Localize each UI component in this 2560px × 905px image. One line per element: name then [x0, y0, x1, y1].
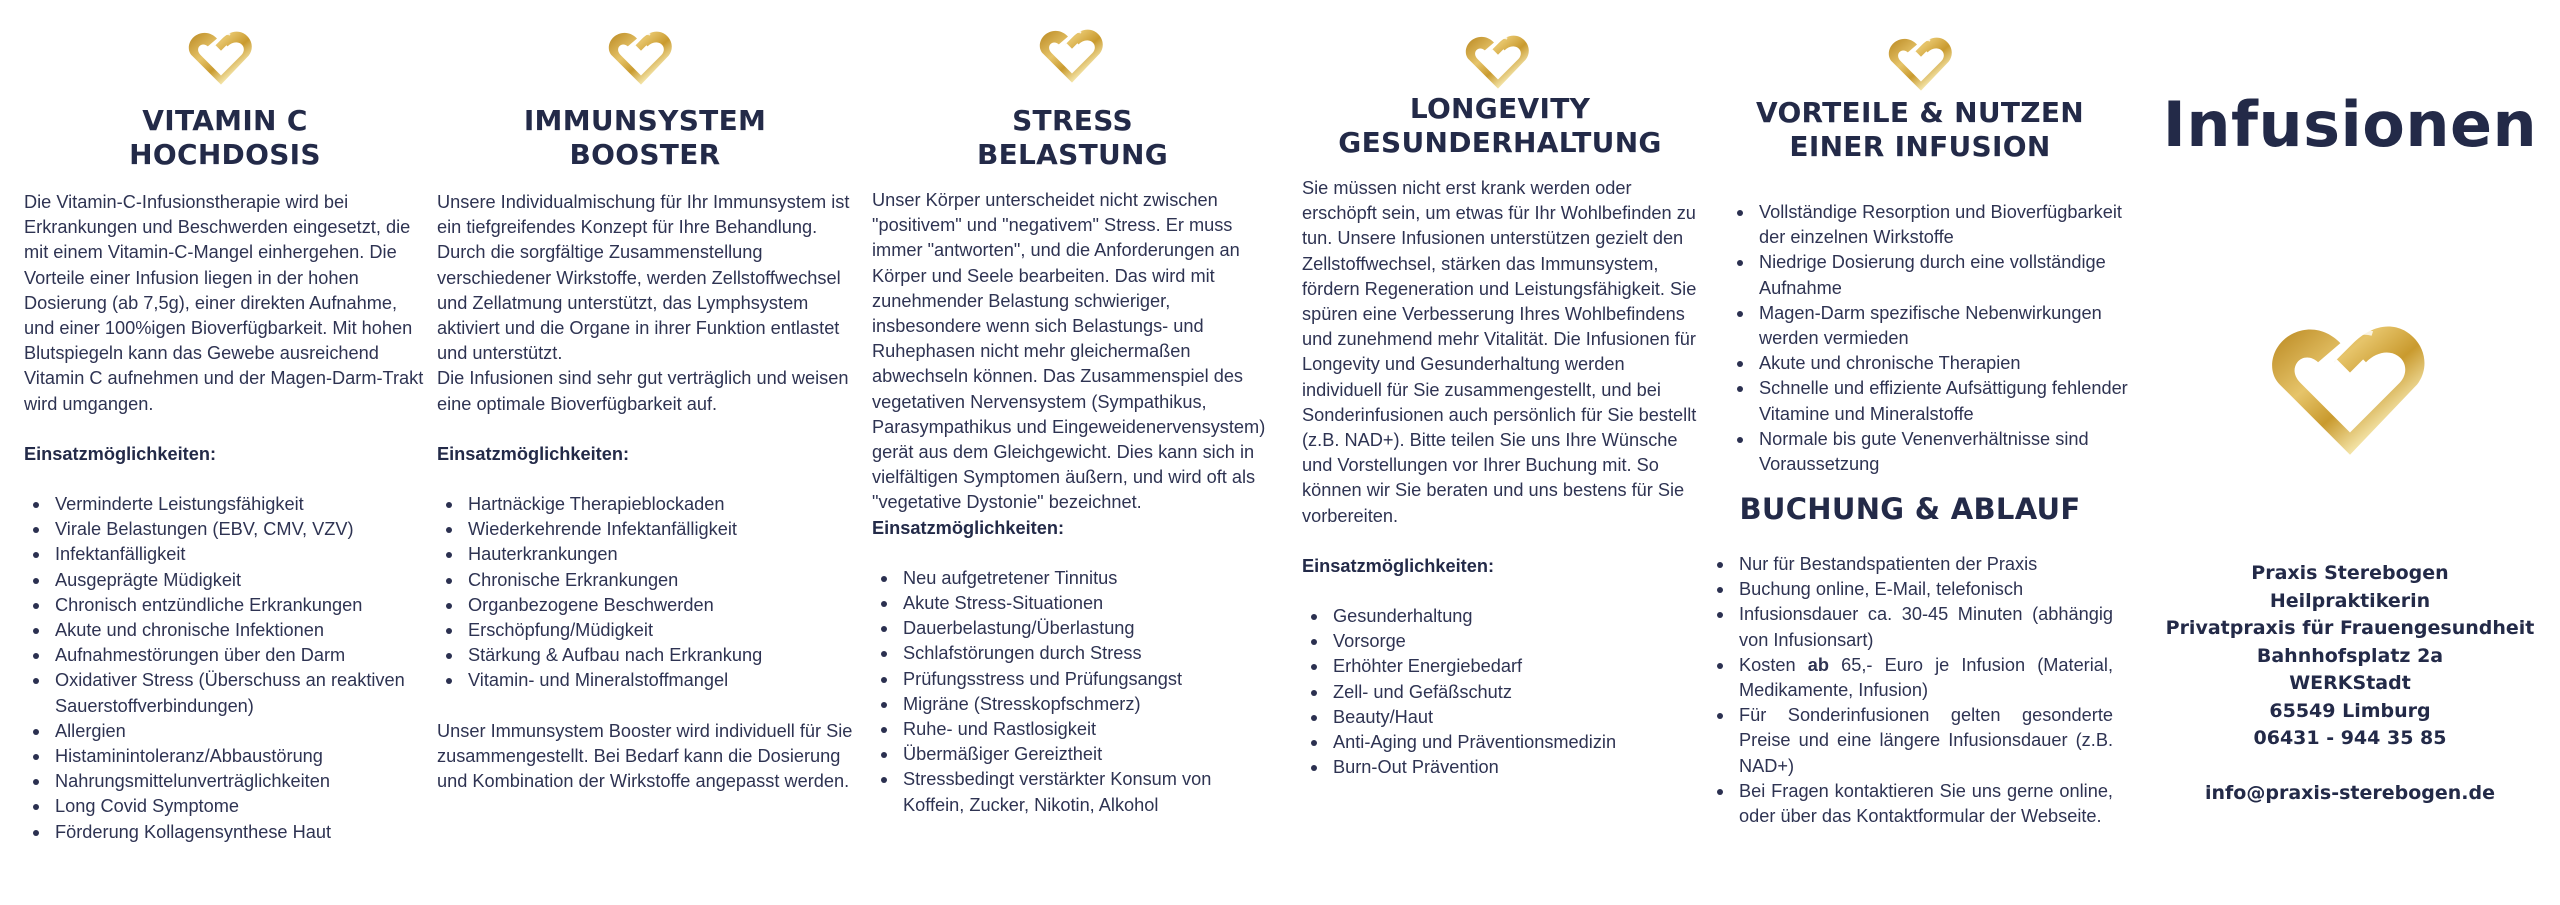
- address-street: Bahnhofsplatz 2a: [2256, 644, 2444, 667]
- phone-number[interactable]: 06431 - 944 35 85: [2253, 727, 2447, 749]
- section-title: [870, 104, 1275, 172]
- list-item: Prüfungsstress und Prüfungsangst: [872, 667, 1277, 692]
- list-item: Akute und chronische Therapien: [1728, 351, 2128, 376]
- list-item: Histaminintoleranz/Abbaustörung: [24, 744, 424, 769]
- title-line: HOCHDOSIS: [129, 138, 321, 171]
- section-title: [1300, 92, 1700, 160]
- list-item: Für Sonderinfusionen gelten gesonderte Preise und eine längere Infusionsdauer (z.B. NAD+): [1708, 703, 2113, 779]
- list-item: Oxidativer Stress (Überschuss an reaktiven Sauerstoffverbindungen): [24, 668, 424, 718]
- list-item: Ruhe- und Rastlosigkeit: [872, 717, 1277, 742]
- list-item: Hauterkrankungen: [437, 542, 857, 567]
- cost-bold: ab: [1807, 654, 1829, 675]
- practice-role: Heilpraktikerin: [2269, 589, 2431, 612]
- list-item: Long Covid Symptome: [24, 794, 424, 819]
- intro-text-2: Die Infusionen sind sehr gut verträglich und weisen eine optimale Bioverfügbarkeit auf.: [437, 368, 849, 414]
- list-item: Schlafstörungen durch Stress: [872, 641, 1277, 666]
- list-item: Übermäßiger Gereiztheit: [872, 742, 1277, 767]
- section-body: [1708, 552, 2113, 829]
- section-body: [1302, 176, 1702, 780]
- benefit-list: [1728, 200, 2128, 477]
- list-item: Schnelle und effiziente Aufsättigung fehlender Vitamine und Mineralstoffe: [1728, 376, 2128, 426]
- title-line: STRESS: [1012, 104, 1133, 137]
- list-item: Gesunderhaltung: [1302, 604, 1702, 629]
- list-item: Vitamin- und Mineralstoffmangel: [437, 668, 857, 693]
- list-item: Organbezogene Beschwerden: [437, 593, 857, 618]
- list-item: Chronisch entzündliche Erkrankungen: [24, 593, 424, 618]
- list-item: Dauerbelastung/Überlastung: [872, 616, 1277, 641]
- indication-list: [437, 492, 857, 694]
- intro-text: Unser Körper unterscheidet nicht zwischen "positivem" und "negativem" Stress. Er muss immer "antworten", und die Anforderungen an Körper und Seele bearbeiten. Das wird mit zunehmender Belastung schwieriger, insbesondere wenn sich Belastungs- und Ruhephasen nicht mehr gleichermaßen abwechseln können. Das Zusammenspiel des vegetativen Nervensystem (Sympathikus, Parasympathikus und Eingeweidenervensystem) gerät aus dem Gleichgewicht. Dies kann sich in vielfältigen Symptomen äußern, und wird oft als "vegetative Dystonie" bezeichnet.: [872, 190, 1266, 513]
- outro-text: Unser Immunsystem Booster wird individuell für Sie zusammengestellt. Bei Bedarf kann die Dosierung und Kombination der Wirkstoffe angepasst werden.: [437, 720, 853, 792]
- title-line: BELASTUNG: [976, 138, 1169, 171]
- section-title: [430, 104, 860, 172]
- list-item: Erschöpfung/Müdigkeit: [437, 618, 857, 643]
- gold-heart-logo-icon: [608, 24, 674, 86]
- section-title: [1720, 96, 2120, 164]
- gold-heart-logo-icon: [188, 24, 254, 86]
- gold-heart-logo-icon: [1888, 30, 1954, 92]
- list-item: Beauty/Haut: [1302, 705, 1702, 730]
- list-item: Wiederkehrende Infektanfälligkeit: [437, 517, 857, 542]
- subheading: Einsatzmöglichkeiten:: [437, 443, 630, 464]
- section-title: [20, 104, 430, 172]
- title-line: IMMUNSYSTEM: [523, 104, 767, 137]
- list-item: Zell- und Gefäßschutz: [1302, 680, 1702, 705]
- subheading: Einsatzmöglichkeiten:: [1302, 555, 1495, 576]
- practice-type: Privatpraxis für Frauengesundheit: [2165, 617, 2535, 639]
- intro-text: Sie müssen nicht erst krank werden oder erschöpft sein, um etwas für Ihr Wohlbefinden zu tun. Unsere Infusionen unterstützen gezielt den Zellstoffwechsel, stärken das Immunsystem, fördern Regeneration und Leistungsfähigkeit. Sie spüren eine Verbesserung Ihres Wohlbefindens und zunehmend mehr Vitalität. Die Infusionen für Longevity und Gesunderhaltung werden individuell für Sie zusammengestellt, und bei Sonderinfusionen auch persönlich für Sie bestellt (z.B. NAD+). Bitte teilen Sie uns Ihre Wünsche und Vorstellungen vor Ihrer Buchung mit. So können wir Sie beraten und uns bestens für Sie vorbereiten.: [1302, 178, 1697, 526]
- section-body: [437, 190, 857, 794]
- gold-heart-logo-icon: [1465, 28, 1531, 90]
- intro-text: Die Vitamin-C-Infusionstherapie wird bei Erkrankungen und Beschwerden eingesetzt, die mit einem Vitamin-C-Mangel einhergehen. Die Vorteile einer Infusion liegen in der hohen Dosierung (ab 7,5g), einer direkten Aufnahme, und einer 100%igen Bioverfügbarkeit. Mit hohen Blutspiegeln kann das Gewebe ausreichend Vitamin C aufnehmen und der Magen-Darm-Trakt wird umgangen.: [24, 192, 424, 414]
- list-item: Nur für Bestandspatienten der Praxis: [1708, 552, 2113, 577]
- address-building: WERKStadt: [2289, 672, 2411, 694]
- title-line: GESUNDERHALTUNG: [1338, 126, 1662, 159]
- title-line: BOOSTER: [569, 138, 721, 171]
- list-item: Vorsorge: [1302, 629, 1702, 654]
- page-title: Infusionen: [2162, 88, 2538, 161]
- list-item: Allergien: [24, 719, 424, 744]
- list-item: Stärkung & Aufbau nach Erkrankung: [437, 643, 857, 668]
- section-body: [24, 190, 424, 845]
- address-city: 65549 Limburg: [2269, 699, 2431, 722]
- list-item: Burn-Out Prävention: [1302, 755, 1702, 780]
- list-item: Vollständige Resorption und Bioverfügbarkeit der einzelnen Wirkstoffe: [1728, 200, 2128, 250]
- list-item: Virale Belastungen (EBV, CMV, VZV): [24, 517, 424, 542]
- list-item: Ausgeprägte Müdigkeit: [24, 568, 424, 593]
- intro-text: Unsere Individualmischung für Ihr Immunsystem ist ein tiefgreifendes Konzept für Ihre Behandlung. Durch die sorgfältige Zusammenstellung verschiedener Wirkstoffe, werden Zellstoffwechsel und Zellatmung unterstützt, das Lymphsystem aktiviert und die Organe in ihrer Funktion entlastet und unterstützt.: [437, 192, 850, 364]
- list-item: Akute Stress-Situationen: [872, 591, 1277, 616]
- list-item: Infektanfälligkeit: [24, 542, 424, 567]
- section-body: [872, 188, 1277, 818]
- list-item: Normale bis gute Venenverhältnisse sind Voraussetzung: [1728, 427, 2128, 477]
- list-item: Chronische Erkrankungen: [437, 568, 857, 593]
- title-line: VORTEILE & NUTZEN: [1755, 96, 2085, 129]
- list-item: Buchung online, E-Mail, telefonisch: [1708, 577, 2113, 602]
- booking-list: [1708, 552, 2113, 829]
- list-item: Migräne (Stresskopfschmerz): [872, 692, 1277, 717]
- contact-block: [2140, 560, 2560, 807]
- list-item: Neu aufgetretener Tinnitus: [872, 566, 1277, 591]
- list-item-cost: [1708, 653, 2113, 703]
- list-item: Hartnäckige Therapieblockaden: [437, 492, 857, 517]
- list-item: Erhöhter Energiebedarf: [1302, 654, 1702, 679]
- title-line: VITAMIN C: [142, 104, 308, 137]
- list-item: Aufnahmestörungen über den Darm: [24, 643, 424, 668]
- subheading: Einsatzmöglichkeiten:: [872, 517, 1065, 538]
- title-line: EINER INFUSION: [1789, 130, 2051, 163]
- indication-list: [1302, 604, 1702, 780]
- list-item: Infusionsdauer ca. 30-45 Minuten (abhängig von Infusionsart): [1708, 602, 2113, 652]
- indication-list: [24, 492, 424, 845]
- cost-prefix: Kosten: [1739, 654, 1796, 675]
- list-item: Verminderte Leistungsfähigkeit: [24, 492, 424, 517]
- email-link[interactable]: info@praxis-sterebogen.de: [2204, 781, 2496, 804]
- subheading: Einsatzmöglichkeiten:: [24, 443, 217, 464]
- list-item: Stressbedingt verstärkter Konsum von Koffein, Zucker, Nikotin, Alkohol: [872, 767, 1277, 817]
- list-item: Förderung Kollagensynthese Haut: [24, 820, 424, 845]
- practice-name: Praxis Sterebogen: [2251, 562, 2449, 584]
- list-item: Bei Fragen kontaktieren Sie uns gerne online, oder über das Kontaktformular der Webseite.: [1708, 779, 2113, 829]
- list-item: Nahrungsmittelunverträglichkeiten: [24, 769, 424, 794]
- title-line: LONGEVITY: [1409, 92, 1591, 125]
- gold-heart-logo-icon: [1039, 22, 1105, 84]
- gold-heart-logo-icon: [2270, 308, 2430, 458]
- list-item: Anti-Aging und Präventionsmedizin: [1302, 730, 1702, 755]
- cost-rest: 65,- Euro je Infusion (Material, Medikamente, Infusion): [1739, 654, 2113, 701]
- section-body: [1728, 200, 2128, 477]
- list-item: Magen-Darm spezifische Nebenwirkungen werden vermieden: [1728, 301, 2128, 351]
- list-item: Niedrige Dosierung durch eine vollständige Aufnahme: [1728, 250, 2128, 300]
- section-title: BUCHUNG & ABLAUF: [1739, 492, 2081, 526]
- list-item: Akute und chronische Infektionen: [24, 618, 424, 643]
- indication-list: [872, 566, 1277, 818]
